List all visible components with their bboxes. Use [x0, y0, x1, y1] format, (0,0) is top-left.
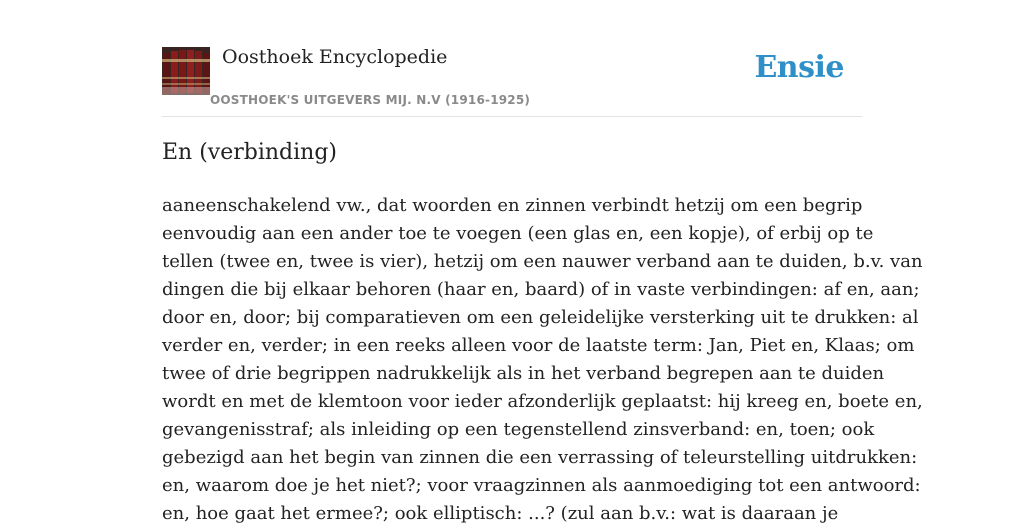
source-header	[162, 46, 862, 117]
entry-line: verder en, verder; in een reeks alleen voor de laatste term: Jan, Piet en, Klaas; om	[162, 335, 915, 356]
entry-line: twee of drie begrippen nadrukkelijk als in het verband begrepen aan te duiden	[162, 363, 885, 384]
entry-line: door en, door; bij comparatieven om een geleidelijke versterking uit te drukken: al	[162, 307, 919, 328]
entry-line: en, hoe gaat het ermee?; ook elliptisch: ...? (zul aan b.v.: wat is daaraan je	[162, 503, 839, 524]
entry-title: En (verbinding)	[162, 140, 338, 165]
book-spines-icon[interactable]	[162, 47, 210, 95]
source-title[interactable]: Oosthoek Encyclopedie	[222, 46, 448, 68]
entry-line: gebezigd aan het begin van zinnen die een verrassing of teleurstelling uitdrukken:	[162, 447, 918, 468]
entry-line: aaneenschakelend vw., dat woorden en zinnen verbindt hetzij om een begrip	[162, 195, 863, 216]
entry-line: wordt en met de klemtoon voor ieder afzonderlijk geplaatst: hij kreeg en, boete en,	[162, 391, 923, 412]
brand-logo[interactable]: Ensie	[754, 50, 844, 85]
entry-line: en, waarom doe je het niet?; voor vraagzinnen als aanmoediging tot een antwoord:	[162, 475, 921, 496]
entry-line: tellen (twee en, twee is vier), hetzij om een nauwer verband aan te duiden, b.v. van	[162, 251, 923, 272]
entry-line: dingen die bij elkaar behoren (haar en, baard) of in vaste verbindingen: af en, aan;	[162, 279, 920, 300]
entry-body	[162, 192, 923, 528]
entry-line: gevangenisstraf; als inleiding op een tegenstellend zinsverband: en, toen; ook	[162, 419, 875, 440]
entry-line: eenvoudig aan een ander toe te voegen (een glas en, een kopje), of erbij op te	[162, 223, 874, 244]
source-subtitle: OOSTHOEK'S UITGEVERS MIJ. N.V (1916-1925)	[210, 93, 531, 107]
